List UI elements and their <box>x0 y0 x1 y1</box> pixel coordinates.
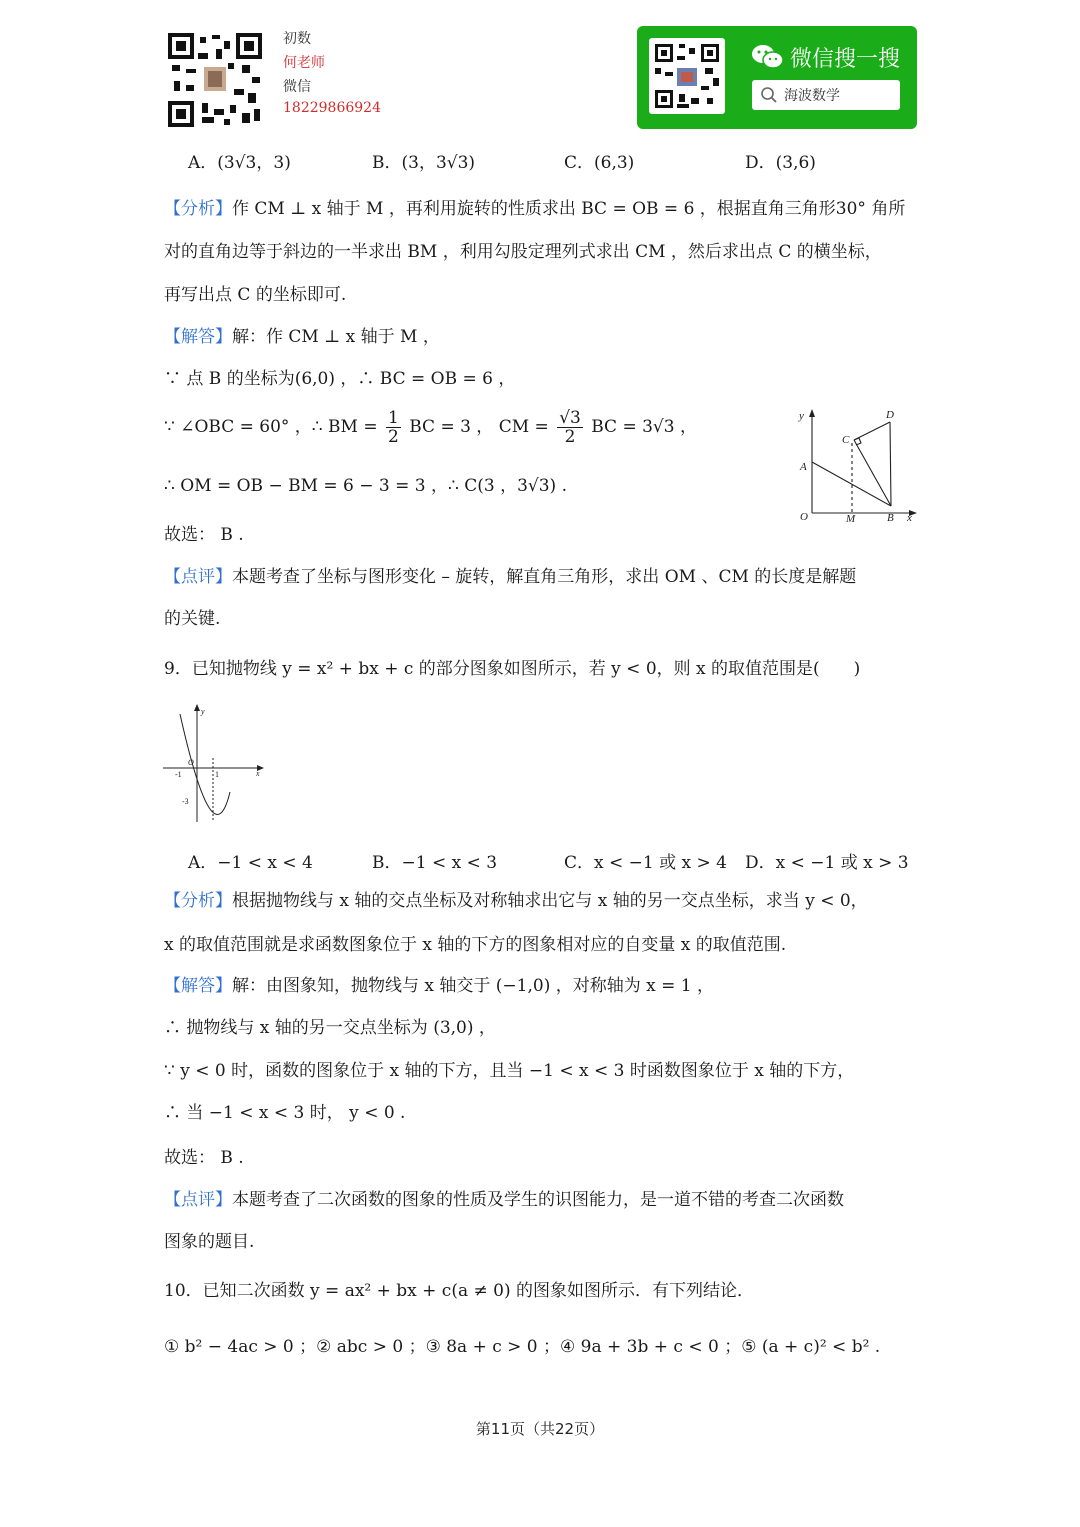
q9-option-c: C．x < −1 或 x > 4 <box>564 853 727 873</box>
wechat-logo-icon <box>751 43 785 71</box>
q8-solution-line-3 <box>164 402 697 452</box>
q8-solution-3a: ∵ ∠OBC = 60° ，∴ BM = <box>164 417 378 437</box>
solution-tag: 【解答】 <box>164 976 232 996</box>
q9-comment-line-1 <box>164 1187 844 1213</box>
qr-code-left <box>168 33 262 127</box>
page-number: 第11页（共22页） <box>475 1420 605 1438</box>
graph-label-neg3: -3 <box>182 797 189 806</box>
label-m: M <box>846 513 856 525</box>
q9-solution-line-3: ∵ y < 0 时，函数的图象位于 x 轴的下方，且当 −1 < x < 3 时函数图象位于 x 轴的下方， <box>164 1061 855 1081</box>
contact-phone: 18229866924 <box>283 100 381 116</box>
graph-label-1: 1 <box>215 770 219 779</box>
q9-choice: 故选： B . <box>164 1148 244 1168</box>
q9-solution-text-1: 解：由图象知，抛物线与 x 轴交于 (−1,0) ，对称轴为 x = 1 ， <box>232 976 715 996</box>
q9-parabola-graph <box>160 702 270 827</box>
comment-tag: 【点评】 <box>164 567 232 587</box>
graph-label-x: x <box>256 769 260 778</box>
q9-analysis-line-2: x 的取值范围就是求函数图象位于 x 轴的下方的图象相对应的自变量 x 的取值范围. <box>164 935 787 955</box>
wechat-search-banner[interactable] <box>637 26 917 129</box>
label-c: C <box>842 434 850 446</box>
q8-comment-text-1: 本题考查了坐标与图形变化 – 旋转，解直角三角形，求出 OM 、CM 的长度是解题 <box>232 567 857 587</box>
q8-comment-line-1 <box>164 564 856 590</box>
wechat-search-box[interactable] <box>752 80 900 110</box>
qr-code-right <box>649 38 725 114</box>
q9-solution-line-4: ∴ 当 −1 < x < 3 时， y < 0 . <box>164 1103 406 1123</box>
q8-analysis-line-3: 再写出点 C 的坐标即可. <box>164 285 347 305</box>
label-d: D <box>886 409 894 421</box>
q10-conclusions: ① b² − 4ac > 0 ；② abc > 0 ；③ 8a + c > 0 ；④ 9a + 3b + c < 0 ；⑤ (a + c)² < b² . <box>164 1337 881 1357</box>
analysis-tag: 【分析】 <box>164 891 232 911</box>
q10-stem: 10．已知二次函数 y = ax² + bx + c(a ≠ 0) 的图象如图所示．有下列结论． <box>164 1281 754 1301</box>
q8-option-d: D．(3,6) <box>745 153 816 173</box>
segment-bd <box>890 422 891 506</box>
y-arrow <box>809 409 815 417</box>
label-x: x <box>907 512 912 524</box>
analysis-tag: 【分析】 <box>164 199 232 219</box>
q8-solution-text-1: 解：作 CM ⊥ x 轴于 M ， <box>232 327 440 347</box>
label-y: y <box>799 410 804 422</box>
q8-solution-3c: BC = 3√3 ， <box>591 417 697 437</box>
q9-solution-line-1 <box>164 973 714 999</box>
frac-root-den: 2 <box>564 427 576 447</box>
q8-solution-line-1 <box>164 324 440 350</box>
label-a: A <box>800 461 807 473</box>
fraction-one-half <box>386 409 401 446</box>
q8-option-b: B．(3，3√3) <box>372 153 476 173</box>
q8-comment-line-2: 的关键. <box>164 609 221 629</box>
label-b: B <box>887 512 894 524</box>
segment-dc <box>854 422 890 440</box>
contact-grade: 初数 <box>283 31 311 47</box>
q8-solution-line-2: ∵ 点 B 的坐标为(6,0) ，∴ BC = OB = 6 ， <box>164 369 516 389</box>
solution-tag: 【解答】 <box>164 327 232 347</box>
q8-solution-line-4: ∴ OM = OB − BM = 6 − 3 = 3 ，∴ C(3 ，3√3) . <box>164 476 567 496</box>
frac-root-num: √3 <box>559 408 581 428</box>
q8-solution-3b: BC = 3 ， CM = <box>409 417 549 437</box>
q9-option-b: B．−1 < x < 3 <box>372 853 498 873</box>
frac-half-den: 2 <box>387 427 399 447</box>
wechat-banner-title: 微信搜一搜 <box>790 47 901 72</box>
q9-comment-text-1: 本题考查了二次函数的图象的性质及学生的识图能力，是一道不错的考查二次函数 <box>232 1190 844 1210</box>
graph-label-o: O <box>188 758 194 767</box>
q9-option-a: A．−1 < x < 4 <box>188 853 313 873</box>
q9-solution-line-2: ∴ 抛物线与 x 轴的另一交点坐标为 (3,0) ， <box>164 1018 496 1038</box>
q8-option-a: A．(3√3，3) <box>188 153 291 173</box>
q8-analysis-text-1: 作 CM ⊥ x 轴于 M ，再利用旋转的性质求出 BC = OB = 6 ，根据直角三角形30° 角所 <box>232 199 906 219</box>
q8-geometry-figure <box>795 405 920 525</box>
search-icon <box>760 86 778 109</box>
q9-comment-line-2: 图象的题目. <box>164 1232 255 1252</box>
graph-label-y: y <box>201 707 205 716</box>
label-o: O <box>800 511 808 523</box>
comment-tag: 【点评】 <box>164 1190 232 1210</box>
q9-analysis-text-1: 根据抛物线与 x 轴的交点坐标及对称轴求出它与 x 轴的另一交点坐标，求当 y < 0， <box>232 891 868 911</box>
search-query-text: 海波数学 <box>784 88 840 104</box>
contact-teacher: 何老师 <box>283 55 325 71</box>
fraction-root3-half <box>557 409 583 446</box>
q8-choice: 故选： B . <box>164 525 244 545</box>
q9-option-d: D．x < −1 或 x > 3 <box>745 853 909 873</box>
q9-stem: 9．已知抛物线 y = x² + bx + c 的部分图象如图所示，若 y < 0，则 x 的取值范围是( ) <box>164 659 861 679</box>
q9-analysis-line-1 <box>164 888 868 914</box>
q8-analysis-line-2: 对的直角边等于斜边的一半求出 BM ，利用勾股定理列式求出 CM ，然后求出点 C 的横坐标， <box>164 242 882 262</box>
q8-analysis-line-1 <box>164 196 905 222</box>
frac-half-num: 1 <box>387 408 399 428</box>
contact-wechat-label: 微信 <box>283 79 311 95</box>
q8-option-c: C．(6,3) <box>564 153 635 173</box>
graph-label-neg1: -1 <box>175 770 182 779</box>
